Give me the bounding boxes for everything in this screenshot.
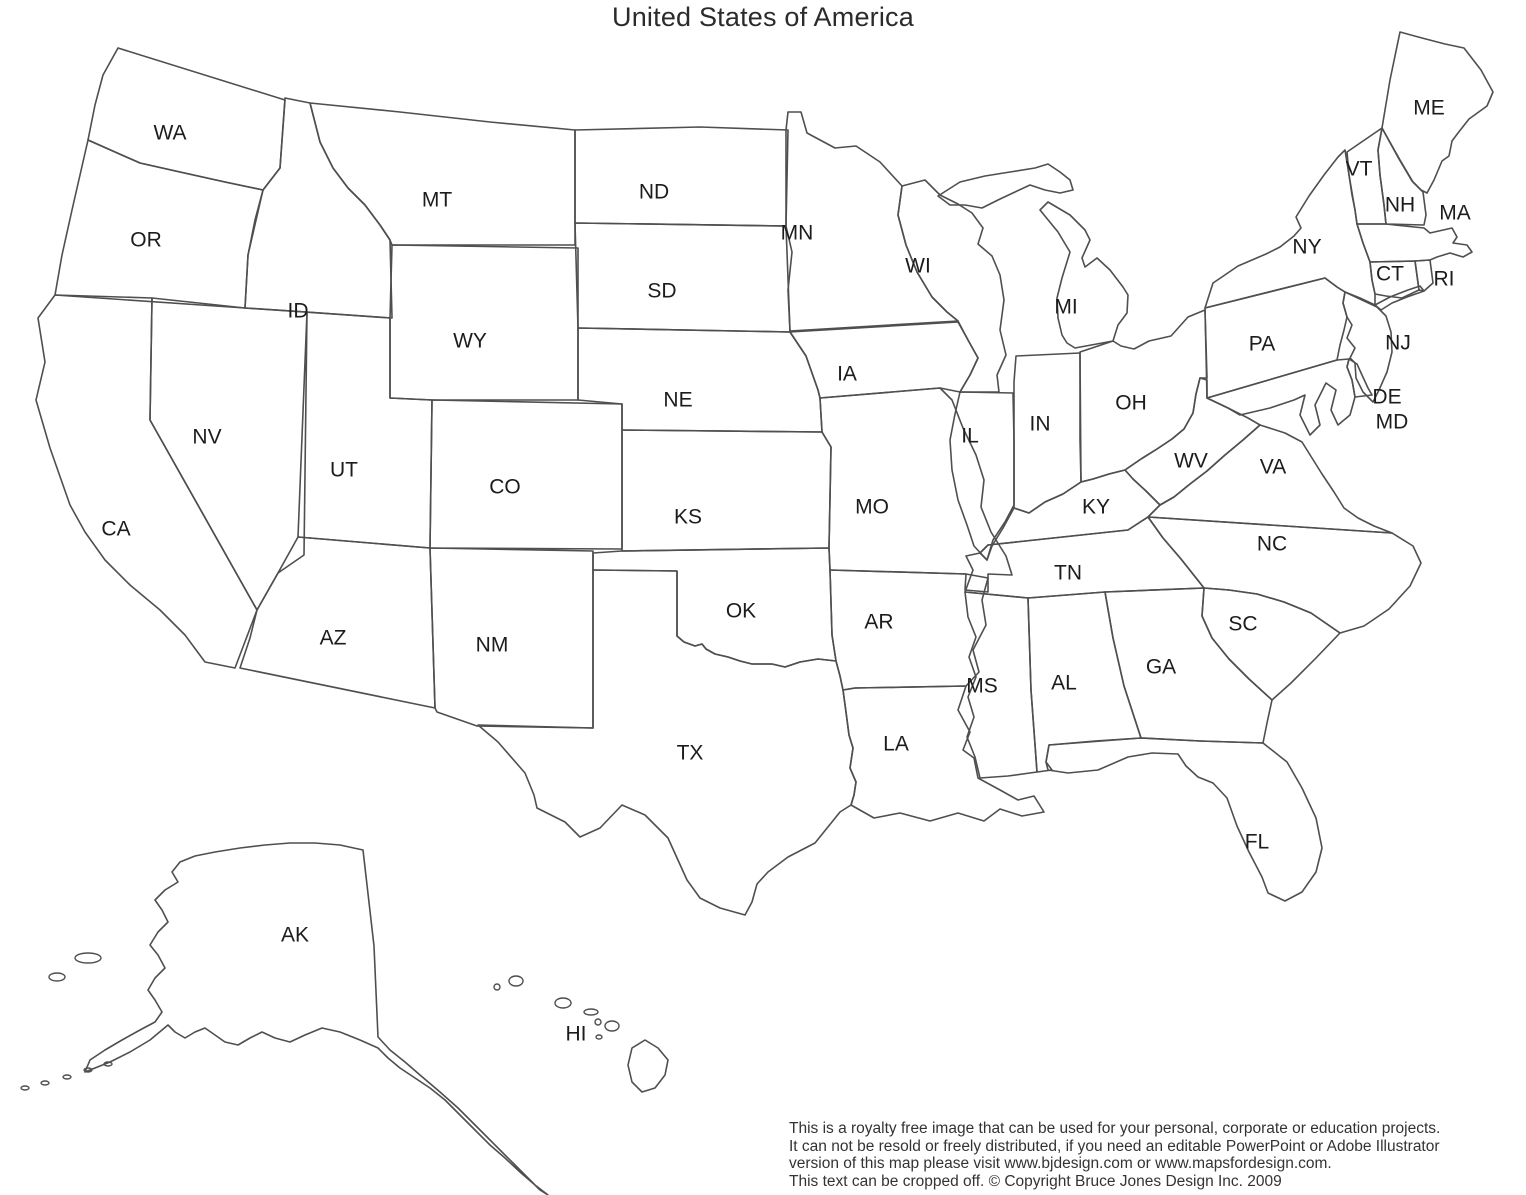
state-label-ar: AR	[864, 610, 894, 634]
hi-lanai-island	[595, 1019, 601, 1025]
state-mt-shape	[310, 103, 575, 245]
state-wi-shape	[898, 180, 1006, 392]
state-label-ma: MA	[1439, 201, 1471, 225]
state-label-ut: UT	[330, 458, 358, 482]
map-title: United States of America	[612, 2, 914, 32]
state-ks-shape	[622, 430, 831, 551]
state-ak-shape	[85, 843, 548, 1195]
hi-niihau-island	[494, 984, 500, 990]
state-label-va: VA	[1259, 455, 1287, 479]
state-ok-shape	[593, 548, 836, 667]
state-label-co: CO	[489, 475, 521, 499]
state-label-il: IL	[961, 424, 979, 448]
state-label-wv: WV	[1174, 449, 1208, 473]
state-label-ok: OK	[725, 599, 757, 623]
state-label-az: AZ	[319, 626, 347, 650]
state-label-tx: TX	[676, 741, 704, 765]
state-mi-mitten-shape	[1040, 202, 1128, 348]
state-label-sc: SC	[1228, 612, 1258, 636]
state-label-ny: NY	[1292, 235, 1322, 259]
state-label-ky: KY	[1081, 495, 1111, 519]
state-label-md: MD	[1375, 410, 1409, 434]
hi-maui-island	[605, 1021, 619, 1031]
state-label-wi: WI	[905, 254, 931, 278]
state-ri-shape	[1415, 260, 1433, 291]
state-ne-shape	[578, 328, 822, 432]
hi-oahu-island	[555, 998, 571, 1008]
state-label-nv: NV	[192, 425, 222, 449]
ak-nunivak-island	[49, 973, 65, 981]
state-sd-shape	[575, 223, 792, 332]
state-label-or: OR	[130, 228, 162, 252]
copyright-footer	[789, 1120, 1519, 1190]
state-id-shape	[245, 98, 392, 318]
state-or-shape	[55, 140, 263, 308]
state-ar-shape	[830, 570, 988, 690]
state-label-la: LA	[883, 732, 909, 756]
footer-line-4: This text can be cropped off. © Copyright Bruce Jones Design Inc. 2009	[789, 1172, 1282, 1190]
state-al-shape	[1028, 592, 1141, 772]
ak-aleutian-island-3	[63, 1075, 71, 1079]
state-ga-shape	[1105, 588, 1272, 743]
state-label-al: AL	[1051, 671, 1077, 695]
state-label-pa: PA	[1248, 332, 1276, 356]
state-label-de: DE	[1372, 385, 1402, 409]
state-label-nd: ND	[638, 180, 670, 204]
state-label-vt: VT	[1345, 157, 1373, 181]
state-label-tn: TN	[1054, 561, 1082, 585]
state-labels	[101, 97, 1470, 1046]
state-sc-shape	[1202, 588, 1340, 700]
state-shapes	[21, 32, 1493, 1195]
state-label-ms: MS	[966, 674, 998, 698]
state-az-shape	[240, 537, 435, 708]
state-ca-shape	[36, 295, 257, 668]
state-label-ga: GA	[1145, 655, 1177, 679]
state-ia-shape	[790, 322, 978, 398]
state-la-shape	[843, 686, 1044, 821]
state-label-mt: MT	[421, 188, 453, 212]
ak-aleutian-island-1	[21, 1086, 29, 1090]
footer-line-3: version of this map please visit www.bjdesign.com or www.mapsfordesign.com.	[789, 1155, 1332, 1173]
state-label-sd: SD	[647, 279, 677, 303]
state-label-nj: NJ	[1385, 331, 1411, 355]
state-nd-shape	[575, 127, 788, 226]
hi-kauai-island	[509, 976, 523, 986]
hi-molokai-island	[584, 1009, 598, 1015]
state-wy-shape	[390, 245, 578, 400]
footer-line-1: This is a royalty free image that can be used for your personal, corporate or education projects.	[789, 1120, 1441, 1137]
state-label-me: ME	[1413, 96, 1445, 120]
state-mi-upper-peninsula-shape	[938, 164, 1073, 208]
hi-big-island-shape	[628, 1040, 668, 1092]
state-label-mo: MO	[855, 495, 889, 519]
footer-line-2: It can not be resold or freely distributed, if you need an editable PowerPoint or Adobe Illustrator	[789, 1137, 1440, 1155]
state-ky-shape	[980, 470, 1160, 560]
state-label-wa: WA	[153, 121, 187, 145]
state-ut-shape	[298, 312, 432, 548]
state-label-mn: MN	[780, 221, 814, 245]
state-label-nc: NC	[1256, 532, 1288, 556]
state-label-ks: KS	[673, 505, 703, 529]
state-nm-shape	[430, 548, 593, 728]
state-label-nm: NM	[475, 633, 509, 657]
state-label-hi: HI	[565, 1022, 587, 1046]
state-ma-shape	[1357, 224, 1472, 262]
state-md-shape	[1207, 359, 1355, 435]
state-label-in: IN	[1029, 412, 1051, 436]
state-label-ri: RI	[1433, 267, 1455, 291]
state-label-ne: NE	[663, 388, 693, 412]
state-tx-shape	[475, 570, 856, 915]
state-label-ak: AK	[280, 923, 310, 947]
state-label-ca: CA	[101, 517, 131, 541]
state-label-oh: OH	[1115, 391, 1147, 415]
state-wa-shape	[88, 48, 285, 190]
state-fl-shape	[1046, 738, 1322, 901]
state-label-fl: FL	[1244, 830, 1270, 854]
state-label-ia: IA	[837, 362, 857, 386]
state-mo-shape	[820, 388, 1012, 592]
state-label-ct: CT	[1376, 262, 1404, 286]
state-label-wy: WY	[453, 329, 487, 353]
ak-aleutian-island-2	[41, 1081, 49, 1085]
state-label-id: ID	[287, 299, 309, 323]
state-label-nh: NH	[1384, 193, 1416, 217]
ak-st-lawrence-island	[75, 953, 101, 963]
state-pa-shape	[1205, 278, 1347, 398]
state-label-mi: MI	[1054, 295, 1078, 319]
state-va-shape	[1148, 425, 1392, 533]
state-co-shape	[430, 400, 622, 549]
hi-kahoolawe-island	[596, 1035, 602, 1039]
